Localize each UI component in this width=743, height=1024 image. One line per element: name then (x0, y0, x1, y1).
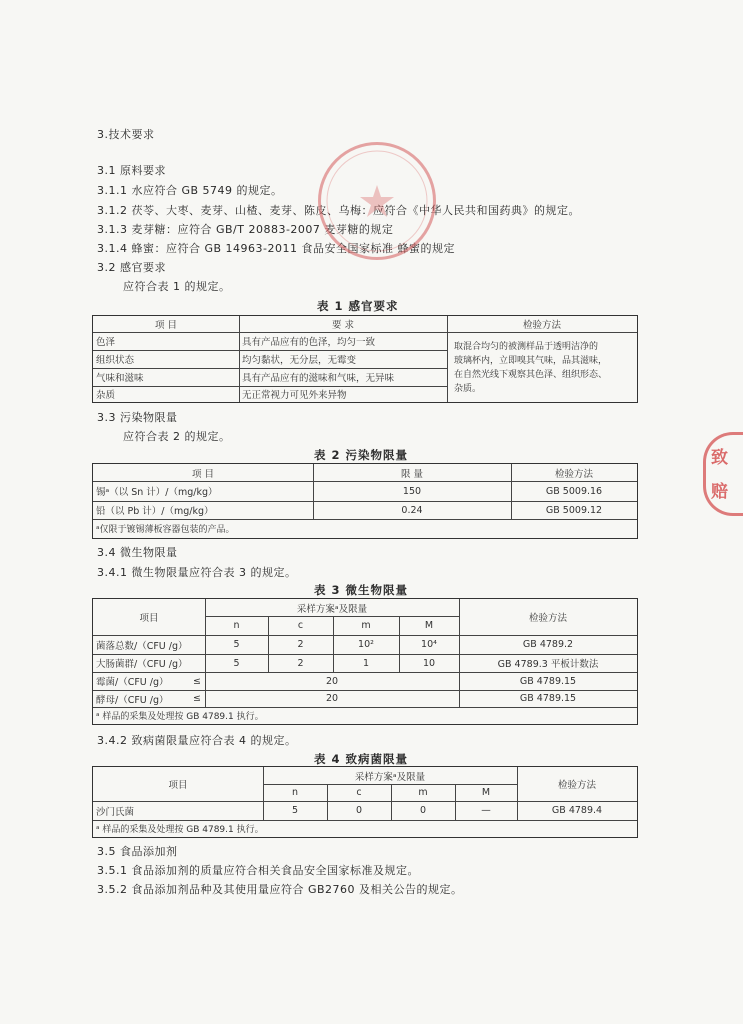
table-1-row-2-item: 组织状态 (96, 355, 135, 366)
table-2-header-item: 项 目 (191, 468, 215, 480)
table-2-row-2-item: 铅（以 Pb 计）/（mg/kg） (96, 506, 214, 517)
table-3-row-3-limit: 20 (325, 675, 339, 687)
table-1-method-line-4: 杂质。 (454, 383, 482, 394)
table-4-header-item: 项目 (168, 780, 188, 791)
table-3-row-1-M: 10⁴ (421, 639, 437, 650)
table-3-row-1-n: 5 (233, 639, 240, 650)
section-3-5-heading: 3.5 食品添加剂 (97, 845, 178, 858)
section-3-1-2-text: 3.1.2 茯苓、大枣、麦芽、山楂、麦芽、陈皮、乌梅：应符合《中华人民共和国药典》的规定。 (97, 204, 580, 217)
section-3-1-1-text: 3.1.1 水应符合 GB 5749 的规定。 (97, 184, 283, 197)
table-3-header-plan: 采样方案ᵃ及限量 (296, 603, 368, 615)
table-1-method-line-2: 玻璃杯内，立即嗅其气味，品其滋味， (454, 355, 608, 366)
side-seal-stamp (703, 432, 743, 516)
table-1-row-1-requirement: 具有产品应有的色泽，均匀一致 (242, 337, 376, 348)
section-3-5-1-text: 3.5.1 食品添加剂的质量应符合相关食品安全国家标准及规定。 (97, 864, 419, 877)
table-3-row-2-c: 2 (297, 657, 304, 669)
table-3-sub-header-n: n (233, 620, 240, 631)
section-3-3-text: 应符合表 2 的规定。 (123, 430, 231, 443)
table-1-row-4-item: 杂质 (96, 390, 116, 401)
table-2-header-limit: 限 量 (400, 468, 424, 480)
table-3-row-4-method: GB 4789.15 (519, 693, 577, 704)
table-1-sensory (92, 315, 638, 403)
table-3-caption: 表 3 微生物限量 (314, 583, 409, 597)
table-4-pathogen-limits (92, 766, 638, 838)
table-3-header-item: 项目 (139, 613, 159, 624)
table-3-row-4-limit: 20 (325, 693, 339, 704)
table-4-sub-header-c: c (356, 787, 362, 798)
table-2-contaminants (92, 463, 638, 539)
table-4-row-item: 沙门氏菌 (96, 806, 135, 818)
section-3-2-text: 应符合表 1 的规定。 (123, 280, 231, 293)
table-1-row-4-requirement: 无正常视力可见外来异物 (242, 390, 347, 401)
section-3-1-3-text: 3.1.3 麦芽糖：应符合 GB/T 20883-2007 麦芽糖的规定 (97, 223, 394, 236)
section-3-title: 3.技术要求 (97, 128, 155, 141)
table-3-sub-header-M: M (424, 620, 434, 631)
section-3-4-1-text: 3.4.1 微生物限量应符合表 3 的规定。 (97, 566, 297, 579)
table-3-row-1-item: 菌落总数/（CFU /g） (96, 640, 188, 652)
section-3-2-heading: 3.2 感官要求 (97, 261, 166, 274)
table-1-row-1-item: 色泽 (96, 337, 116, 348)
table-4-note: ᵃ 样品的采集及处理按 GB 4789.1 执行。 (96, 825, 264, 835)
table-2-row-1-item: 锡ᵃ（以 Sn 计）/（mg/kg） (96, 487, 218, 498)
table-3-row-1-m: 10² (358, 639, 374, 650)
table-3-row-3-item: 霉菌/（CFU /g） (96, 677, 169, 688)
table-3-header-method: 检验方法 (528, 613, 567, 624)
table-4-row-m: 0 (419, 805, 427, 816)
seal-star-icon (321, 145, 433, 257)
table-3-row-2-item: 大肠菌群/（CFU /g） (96, 659, 188, 670)
table-2-row-1-method: GB 5009.16 (545, 485, 603, 497)
table-4-caption: 表 4 致病菌限量 (314, 752, 409, 766)
table-4-sub-header-m: m (418, 787, 428, 798)
table-3-row-3-operator: ≤ (193, 675, 201, 687)
table-2-row-2-limit: 0.24 (401, 504, 423, 516)
table-3-row-4-item: 酵母/（CFU /g） (96, 694, 169, 706)
table-3-row-2-m: 1 (362, 657, 370, 669)
side-stamp-char-2: 赔 (711, 482, 728, 502)
section-3-4-2-text: 3.4.2 致病菌限量应符合表 4 的规定。 (97, 734, 297, 747)
section-3-5-2-text: 3.5.2 食品添加剂品种及其使用量应符合 GB2760 及相关公告的规定。 (97, 883, 463, 896)
section-3-1-heading: 3.1 原料要求 (97, 164, 166, 177)
table-4-row-M: — (481, 805, 491, 816)
table-3-row-2-M: 10 (422, 657, 436, 669)
table-3-row-3-method: GB 4789.15 (519, 675, 577, 687)
table-2-row-2-method: GB 5009.12 (545, 504, 603, 516)
table-4-header-method: 检验方法 (557, 780, 596, 791)
table-4-sub-header-n: n (291, 787, 299, 798)
table-1-header-method: 检验方法 (522, 320, 561, 331)
table-1-method-line-3: 在自然光线下观察其色泽、组织形态、 (454, 369, 608, 380)
section-3-1-4-text: 3.1.4 蜂蜜：应符合 GB 14963-2011 食品安全国家标准 蜂蜜的规定 (97, 242, 455, 255)
table-1-method-line-1: 取混合均匀的被测样品于透明洁净的 (454, 341, 599, 352)
table-3-row-2-method: GB 4789.3 平板计数法 (497, 659, 599, 670)
table-3-note: ᵃ 样品的采集及处理按 GB 4789.1 执行。 (96, 712, 264, 722)
table-3-row-2-n: 5 (233, 657, 240, 669)
table-1-row-3-requirement: 具有产品应有的滋味和气味，无异味 (242, 373, 395, 384)
table-1-header-requirement: 要 求 (331, 320, 355, 331)
table-3-row-1-method: GB 4789.2 (522, 639, 574, 650)
table-3-sub-header-c: c (297, 620, 304, 631)
table-4-row-c: 0 (355, 805, 363, 816)
section-3-3-heading: 3.3 污染物限量 (97, 411, 178, 424)
table-4-row-method: GB 4789.4 (551, 805, 603, 816)
side-stamp-char-1: 致 (711, 448, 728, 468)
table-4-sub-header-M: M (481, 787, 491, 798)
table-2-note: ᵃ仅限于镀锡薄板容器包装的产品。 (96, 525, 235, 535)
table-2-row-1-limit: 150 (402, 485, 422, 497)
table-1-row-2-requirement: 均匀黏状，无分层，无霉变 (242, 355, 357, 366)
table-1-header-item: 项 目 (154, 320, 178, 331)
table-2-header-method: 检验方法 (554, 468, 593, 480)
table-3-microbial-limits (92, 598, 638, 725)
table-1-caption: 表 1 感官要求 (317, 299, 399, 313)
table-2-caption: 表 2 污染物限量 (314, 448, 409, 462)
table-3-row-4-operator: ≤ (193, 693, 201, 704)
table-3-row-1-c: 2 (297, 639, 304, 650)
section-3-4-heading: 3.4 微生物限量 (97, 546, 178, 559)
table-3-sub-header-m: m (361, 620, 371, 631)
table-4-header-plan: 采样方案ᵃ及限量 (354, 771, 426, 783)
company-seal-stamp (318, 142, 436, 260)
table-1-row-3-item: 气味和滋味 (96, 373, 144, 384)
table-4-row-n: 5 (291, 805, 299, 816)
